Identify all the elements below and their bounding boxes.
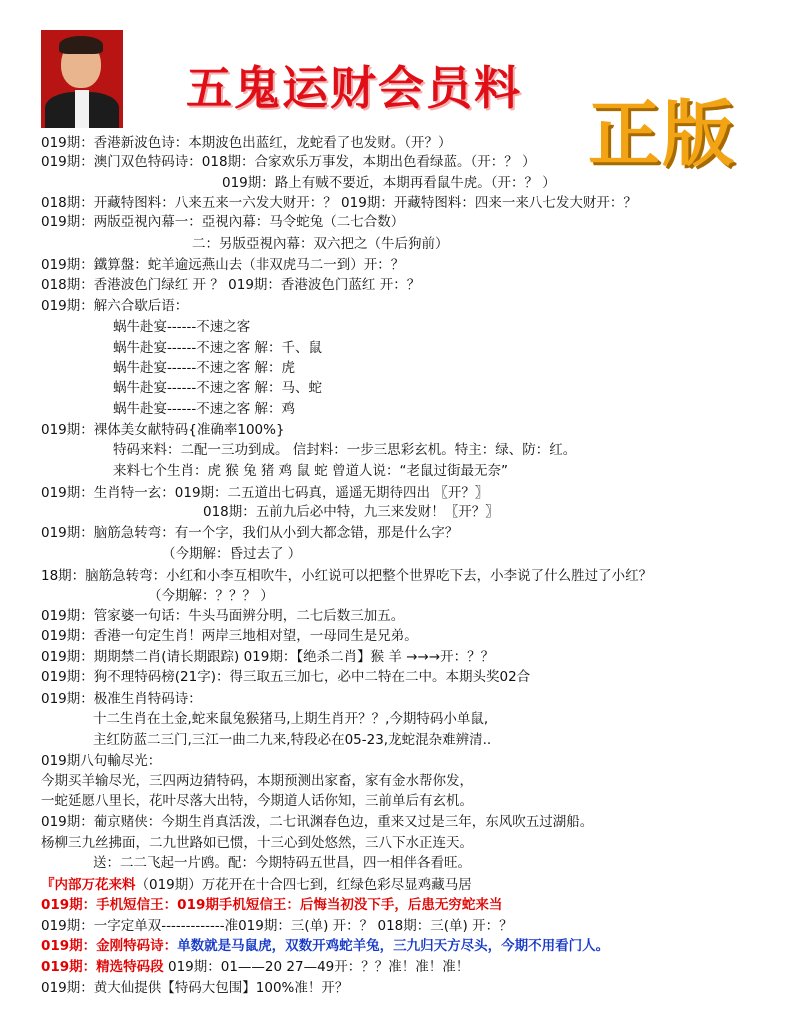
text-line: 一蛇延愿八里长，花叶尽落大出特，今期道人话你知，三前单后有玄机。: [41, 793, 473, 809]
text-line: 019期：鐵算盤：蛇羊逾远燕山去（非双虎马二一到）开：？: [41, 257, 405, 273]
line-body: 单数就是马鼠虎，双数开鸡蛇羊兔，三九归天方尽头，今期不用看门人。: [177, 938, 610, 954]
text-line: 蜗牛赴宴------不速之客 解：虎: [113, 360, 296, 376]
text-line: 019期：极准生肖特码诗：: [41, 691, 202, 707]
text-line: 019期：生肖特一玄：019期：二五道出七码真，遥遥无期待四出 〖开？〗: [41, 485, 489, 501]
text-line: [41, 937, 609, 955]
text-line: 019期：解六合歇后语：: [41, 298, 189, 314]
text-line: 019期：一字定单双-------------准019期：三(单) 开：？ 018期：三(单) 开：？: [41, 918, 513, 934]
portrait-photo: [41, 30, 123, 128]
text-line: 蜗牛赴宴------不速之客 解：千、鼠: [113, 340, 323, 356]
text-line: 019期：葡京赌侠：今期生肖真活泼，二七讯渊春色边，重来又过是三年，东风吹五过湖船。: [41, 814, 594, 830]
authentic-stamp: 正版: [588, 92, 737, 176]
text-line: 019期：黄大仙提供【特码大包围】100%准！开？: [41, 980, 349, 996]
text-line: 019期：香港一句定生肖！两岸三地相对望，一母同生是兄弟。: [41, 628, 418, 644]
text-line: 019期：香港新波色诗：本期波色出蓝红，龙蛇看了也发财。（开？）: [41, 135, 452, 151]
text-line: 019期：两版亞視內幕一：亞視內幕：马令蛇兔（二七合数）: [41, 214, 405, 230]
text-line: 018期：开藏特图料：八来五来一六发大财开：？ 019期：开藏特图料：四来一来八七发大财开：？: [41, 195, 637, 211]
text-line: 019期：狗不理特码榜(21字)：得三取五三加七，必中二特在二中。本期头奖02合: [41, 669, 531, 685]
text-line: 蜗牛赴宴------不速之客: [113, 319, 251, 335]
text-line: （今期解：昏过去了 ）: [162, 546, 302, 562]
text-line: 特码来料：二配一三功到成。 信封料：一步三思彩玄机。特主：绿、防：红。: [113, 442, 577, 458]
text-line: 18期：脑筋急转弯：小红和小李互相吹牛，小红说可以把整个世界吃下去，小李说了什么胜过了小红？: [41, 568, 653, 584]
text-line: 杨柳三九丝拂面，二九世路如已惯，十三心到处悠然，三八下水正连天。: [41, 835, 473, 851]
line-body: （019期）万花开在十合四七到，红绿色彩尽显鸡藏马居: [135, 877, 472, 893]
text-line: 018期：五前九后必中特，九三来发财！〖开？〗: [203, 504, 499, 520]
text-line: 018期：香港波色门绿红 开 ？ 019期：香港波色门蓝红 开：？: [41, 277, 421, 293]
text-line: [41, 876, 472, 894]
text-line: 019期：脑筋急转弯：有一个字，我们从小到大都念错，那是什么字？: [41, 525, 459, 541]
text-line: 019期八句輸尽光：: [41, 753, 162, 769]
highlight-prefix: 019期：金刚特码诗：: [41, 938, 178, 954]
text-line: [41, 958, 469, 976]
text-line: （今期解：？？？ ）: [148, 588, 274, 604]
text-line: 019期：手机短信王：019期手机短信王：后悔当初没下手，后患无穷蛇来当: [41, 897, 503, 913]
text-line: 十二生肖在土金,蛇来鼠兔猴猪马,上期生肖开？？,今期特码小单鼠,: [93, 711, 489, 727]
line-body: 019期：01——20 27—49开：？？准！准！准！: [163, 959, 470, 975]
page-title: 五鬼运财会员料: [186, 61, 522, 115]
text-line: 019期：路上有贼不要近，本期再看鼠牛虎。（开：？ ）: [222, 175, 556, 191]
text-line: 019期：裸体美女献特码{准确率100%}: [41, 422, 285, 438]
text-line: 主红防蓝二三门,三江一曲二九来,特段必在05-23,龙蛇混杂难辨清..: [93, 732, 492, 748]
text-line: 今期买羊输尽光，三四两边猜特码，本期预测出家畜，家有金水帮你发，: [41, 773, 473, 789]
text-line: 019期：澳门双色特码诗：018期：合家欢乐万事发，本期出色看绿蓝。（开：？ ）: [41, 154, 536, 170]
text-line: 二：另版亞視內幕：双六把之（牛后狗前）: [192, 236, 449, 252]
text-line: 蜗牛赴宴------不速之客 解：马、蛇: [113, 380, 323, 396]
portrait-shirt: [75, 90, 89, 128]
text-line: 019期：管家婆一句话：牛头马面辨分明，二七后数三加五。: [41, 608, 405, 624]
text-line: 019期：期期禁二肖(请长期跟踪) 019期：【绝杀二肖】猴 羊 →→→开：？？: [41, 649, 495, 665]
portrait-hair: [59, 36, 103, 54]
highlight-prefix: 『内部万花来料: [41, 877, 136, 893]
text-line: 来料七个生肖：虎 猴 兔 猪 鸡 鼠 蛇 曾道人说：“老鼠过街最无奈”: [113, 463, 509, 479]
text-line: 蜗牛赴宴------不速之客 解：鸡: [113, 401, 296, 417]
highlight-prefix: 019期：精选特码段: [41, 959, 164, 975]
text-line: 送：二二飞起一片鸥。配：今期特码五世昌，四一相伴各看旺。: [93, 855, 471, 871]
